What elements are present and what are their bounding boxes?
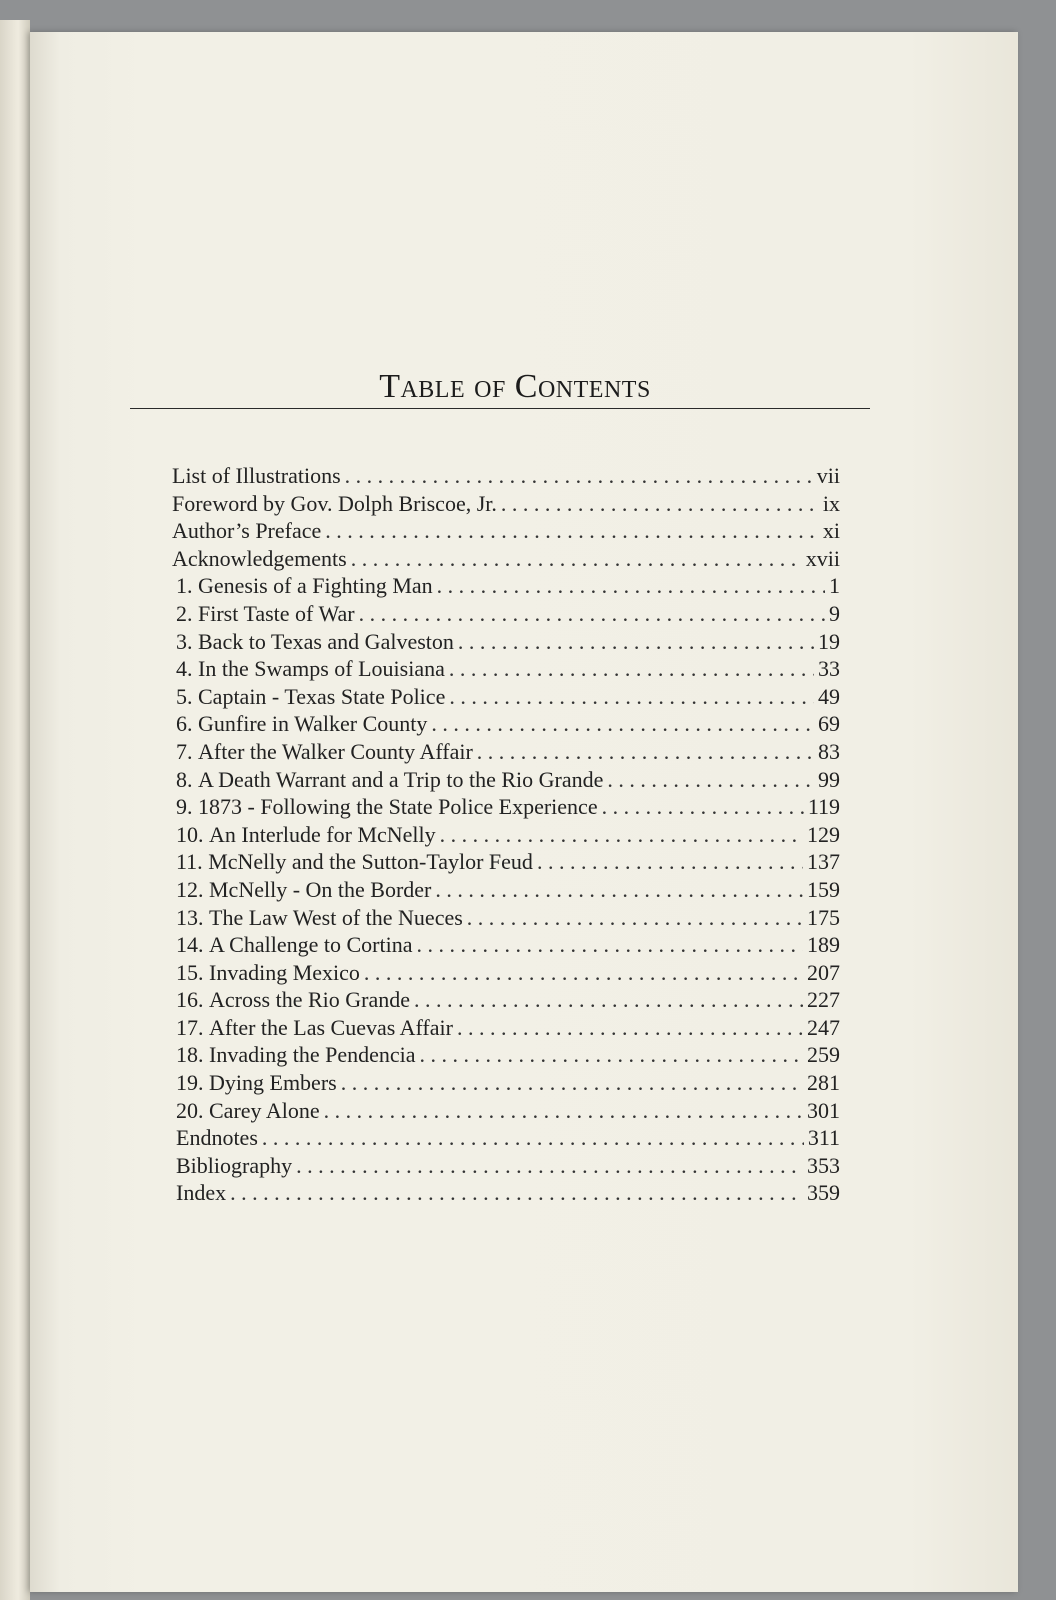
toc-entry-label: After the Las Cuevas Affair [209,1014,453,1040]
chapter-number: 2. [176,600,193,626]
chapter-number: 16. [176,987,204,1013]
toc-entry-page: 353 [807,1152,840,1178]
leader-dots [230,1179,803,1207]
toc-entry-label: Index [176,1180,227,1206]
leader-dots [501,490,819,518]
toc-entry-page: 189 [807,932,840,958]
toc-entry [172,738,840,766]
toc-entry [172,1041,840,1069]
toc-entry-page: 311 [807,1125,840,1151]
toc-entry-label: McNelly - On the Border [209,876,432,902]
chapter-number: 18. [176,1042,204,1068]
toc-entry [172,628,840,656]
leader-dots [296,1152,803,1180]
toc-entry-page: 281 [807,1070,840,1096]
toc-entry-page: 259 [807,1042,840,1068]
leader-dots [440,821,803,849]
toc-entry [172,710,840,738]
toc-entry [172,683,840,711]
chapter-number: 9. [176,794,193,820]
toc-entry [172,986,840,1014]
leader-dots [420,1041,804,1069]
leader-dots [437,572,825,600]
leader-dots [351,545,802,573]
toc-entry-label: Across the Rio Grande [209,987,411,1013]
leader-dots [325,517,819,545]
toc-entry-label: In the Swamps of Louisiana [198,656,445,682]
toc-entry-label: Captain - Texas State Police [198,683,446,709]
leader-dots [414,986,803,1014]
toc-entry-page: 359 [807,1180,840,1206]
toc-entry-page: 83 [818,738,840,764]
leader-dots [457,1014,803,1042]
chapter-number: 3. [176,628,193,654]
toc-entry-label: Dying Embers [209,1070,337,1096]
toc-entry-page: 159 [807,876,840,902]
leader-dots [607,766,814,794]
leader-dots [345,462,813,490]
toc-entry [172,1097,840,1125]
chapter-number: 20. [176,1097,204,1123]
toc-entry-label: The Law West of the Nueces [209,904,463,930]
toc-entry-page: 175 [807,904,840,930]
toc-entry-page: ix [822,490,840,516]
chapter-number: 4. [176,656,193,682]
toc-entry-page: xvii [805,545,840,571]
toc-entry-page: 207 [807,959,840,985]
toc-entry-label: Invading Mexico [209,959,360,985]
toc-entry [172,821,840,849]
toc-entry-page: 137 [807,849,840,875]
leader-dots [324,1097,803,1125]
toc-entry-label: A Death Warrant and a Trip to the Rio Grande [198,766,604,792]
toc-entry [172,848,840,876]
toc-entry [172,517,840,545]
toc-entry-page: 227 [807,987,840,1013]
leader-dots [359,600,825,628]
toc-entry-label: Gunfire in Walker County [198,711,428,737]
toc-entry-label: Author’s Preface [172,518,322,544]
chapter-number: 1. [176,573,193,599]
toc-entry-page: 69 [818,711,840,737]
toc-entry-page: 9 [829,600,840,626]
toc-entry-label: Genesis of a Fighting Man [198,573,433,599]
chapter-number: 5. [176,683,193,709]
toc-entry-page: 301 [807,1097,840,1123]
toc-entry-label: Endnotes [176,1125,258,1151]
toc-entry [172,959,840,987]
chapter-number: 15. [176,959,204,985]
leader-dots [416,931,803,959]
toc-entry-page: 247 [807,1014,840,1040]
leader-dots [602,793,804,821]
toc-entry-page: vii [816,463,840,488]
chapter-number: 12. [176,876,204,902]
leader-dots [458,628,814,656]
leader-dots [467,904,803,932]
toc-entry [172,876,840,904]
leader-dots [431,710,814,738]
leader-dots [449,683,814,711]
toc-entry [172,572,840,600]
toc-entry-label: Carey Alone [209,1097,320,1123]
toc-entry [172,793,840,821]
leader-dots [537,848,803,876]
toc-entry [172,1014,840,1042]
leader-dots [449,655,814,683]
toc-entry-label: McNelly and the Sutton-Taylor Feud [208,849,533,875]
title-rule [130,408,870,409]
chapter-number: 10. [176,821,204,847]
toc-entry-page: 19 [818,628,840,654]
toc-entry [172,1069,840,1097]
page-title: Table of Contents [379,368,651,405]
toc-entry [172,766,840,794]
toc-entry [172,931,840,959]
toc-entry-page: 1 [829,573,840,599]
chapter-number: 8. [176,766,193,792]
toc-entry-label: Bibliography [176,1152,293,1178]
toc-entry [172,545,840,573]
leader-dots [341,1069,803,1097]
table-of-contents-list [172,462,840,1207]
toc-entry [172,1124,840,1152]
toc-entry-label: Invading the Pendencia [209,1042,416,1068]
chapter-number: 14. [176,932,204,958]
toc-entry [172,462,840,490]
toc-entry-label: An Interlude for McNelly [209,821,436,847]
chapter-number: 17. [176,1014,204,1040]
chapter-number: 13. [176,904,204,930]
leader-dots [262,1124,804,1152]
toc-entry-page: 119 [807,794,840,820]
toc-entry-label: Foreword by Gov. Dolph Briscoe, Jr. [172,490,497,516]
toc-entry-label: Acknowledgements [172,545,347,571]
leader-dots [364,959,803,987]
toc-entry-label: After the Walker County Affair [198,738,473,764]
toc-entry [172,904,840,932]
toc-entry-label: List of Illustrations [172,463,341,488]
toc-entry-page: 49 [818,683,840,709]
toc-entry-page: 129 [807,821,840,847]
toc-entry [172,600,840,628]
facing-page-edge [0,20,30,1600]
toc-entry [172,655,840,683]
chapter-number: 11. [176,849,203,875]
chapter-number: 7. [176,738,193,764]
leader-dots [435,876,803,904]
toc-entry [172,490,840,518]
toc-entry-label: A Challenge to Cortina [209,932,413,958]
toc-entry-page: xi [822,518,840,544]
toc-entry-page: 99 [818,766,840,792]
leader-dots [477,738,814,766]
chapter-number: 6. [176,711,193,737]
toc-entry-page: 33 [818,656,840,682]
toc-entry-label: 1873 - Following the State Police Experience [198,794,598,820]
toc-entry [172,1179,840,1207]
chapter-number: 19. [176,1070,204,1096]
toc-entry-label: Back to Texas and Galveston [198,628,454,654]
toc-entry [172,1152,840,1180]
toc-entry-label: First Taste of War [198,600,355,626]
